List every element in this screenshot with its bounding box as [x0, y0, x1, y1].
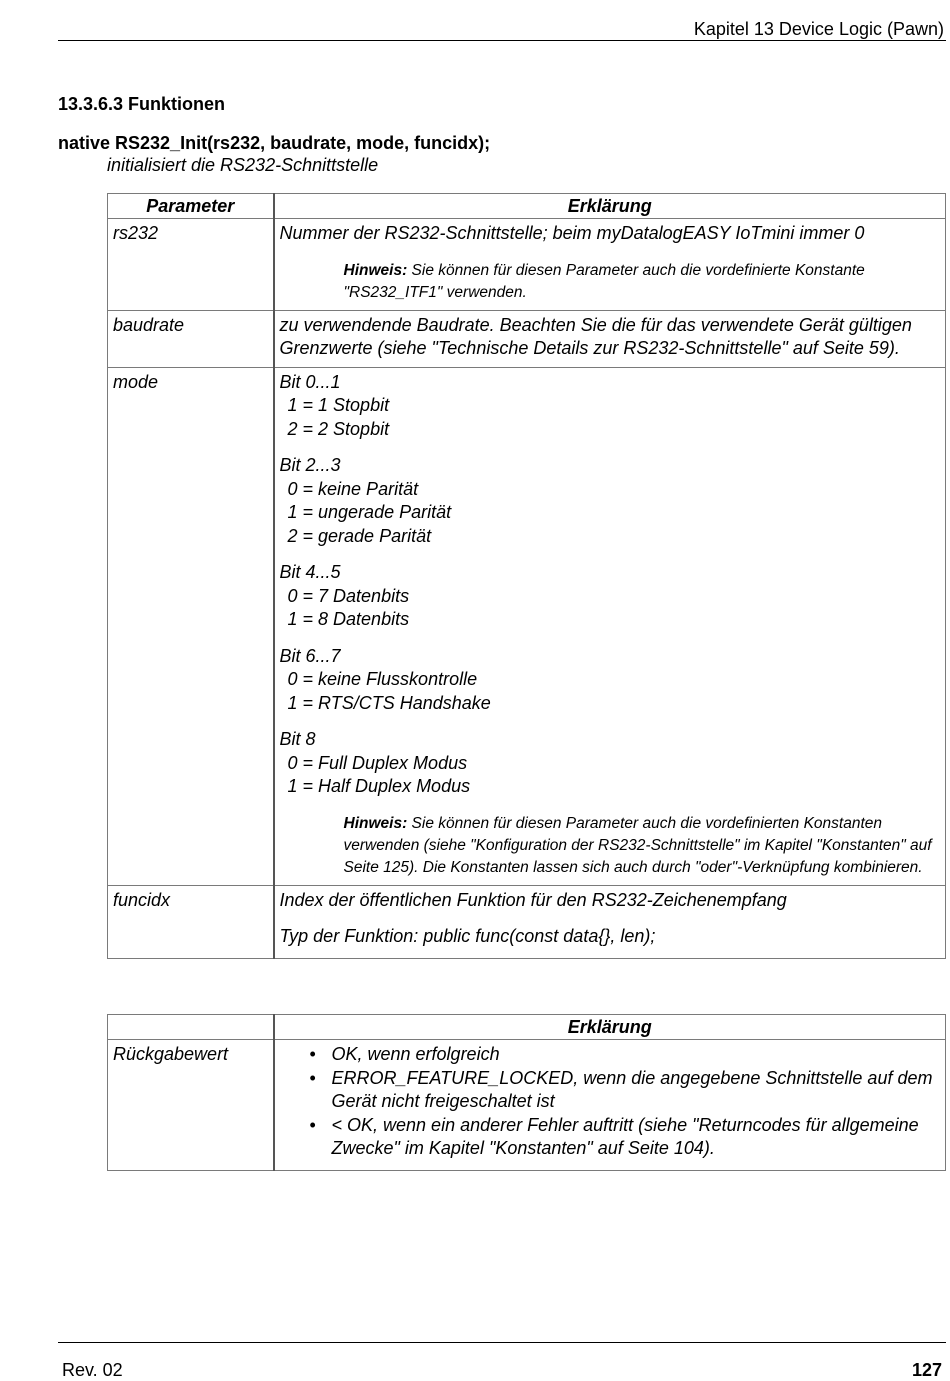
bit-value: 1 = Half Duplex Modus [287, 776, 471, 796]
note [344, 813, 940, 879]
return-label: Rückgabewert [113, 1044, 229, 1064]
bullet-icon: • [309, 1067, 316, 1088]
list-item: • ERROR_FEATURE_LOCKED, wenn die angegebene Schnittstelle auf dem Gerät nicht freigeschaltet ist [309, 1067, 933, 1111]
bit-group [280, 561, 940, 632]
note-text: Sie können für diesen Parameter auch die vordefinierte Konstante "RS232_ITF1" verwenden. [343, 261, 865, 301]
param-name: mode [113, 371, 159, 392]
param-explanation: Index der öffentlichen Funktion für den RS232-Zeichenempfang [279, 889, 787, 910]
column-header-empty [108, 1015, 274, 1040]
parameter-table [107, 193, 946, 959]
table-row [108, 310, 946, 367]
note-label: Hinweis: [343, 261, 408, 279]
bullet-icon: • [309, 1044, 316, 1064]
bit-value: 1 = 1 Stopbit [287, 395, 390, 415]
note-label: Hinweis: [343, 814, 408, 832]
footer-revision: Rev. 02 [62, 1360, 123, 1380]
table-header-row [108, 194, 946, 219]
table-row [108, 367, 946, 885]
bit-group-title: Bit 4...5 [279, 562, 341, 582]
function-signature: native RS232_Init(rs232, baudrate, mode, funcidx); [58, 133, 491, 153]
param-explanation: Nummer der RS232-Schnittstelle; beim myDatalogEASY IoTmini immer 0 [279, 223, 865, 243]
bit-group-title: Bit 6...7 [279, 645, 341, 666]
return-value-list [280, 1043, 940, 1161]
param-explanation: zu verwendende Baudrate. Beachten Sie die für das verwendete Gerät gültigen Grenzwerte (siehe "Technische Details zur RS232-Schnittstelle" auf Seite 59). [279, 314, 912, 358]
function-description: initialisiert die RS232-Schnittstelle [107, 155, 379, 175]
param-name: baudrate [113, 314, 185, 335]
bit-value: 0 = 7 Datenbits [287, 585, 410, 606]
footer-rule [58, 1342, 946, 1343]
page-header-title: Kapitel 13 Device Logic (Pawn) [693, 19, 944, 39]
bit-value: 1 = RTS/CTS Handshake [287, 692, 491, 713]
bit-group [280, 454, 940, 548]
section-heading: 13.3.6.3 Funktionen [58, 94, 226, 114]
table-row [108, 1040, 946, 1171]
bit-value: 0 = keine Flusskontrolle [287, 669, 478, 689]
note [344, 260, 940, 304]
param-name: rs232 [113, 223, 159, 243]
list-item: • < OK, wenn ein anderer Fehler auftritt (siehe "Returncodes für allgemeine Zwecke" im Kapitel "Konstanten" auf Seite 104). [309, 1114, 919, 1158]
bit-group [280, 728, 940, 799]
bit-group-title: Bit 2...3 [279, 455, 341, 475]
bit-value: 0 = keine Parität [287, 478, 419, 499]
column-header-erklaerung: Erklärung [274, 1015, 946, 1040]
table-row [108, 885, 946, 958]
param-explanation-type: Typ der Funktion: public func(const data{}, len); [279, 926, 656, 946]
bit-value: 2 = gerade Parität [287, 525, 432, 546]
bit-group [280, 371, 940, 442]
table-header-row [108, 1015, 946, 1040]
bullet-icon: • [309, 1114, 316, 1135]
bit-value: 2 = 2 Stopbit [287, 418, 390, 439]
column-header-parameter: Parameter [108, 194, 274, 219]
bit-group-title: Bit 0...1 [279, 371, 341, 392]
header-rule [58, 40, 946, 41]
bit-value: 1 = 8 Datenbits [287, 609, 410, 629]
bit-group-title: Bit 8 [279, 729, 316, 749]
list-item: • OK, wenn erfolgreich [332, 1043, 940, 1067]
return-table [107, 1014, 946, 1171]
table-row [108, 219, 946, 311]
bit-value: 1 = ungerade Parität [287, 502, 452, 522]
param-name: funcidx [113, 889, 171, 910]
footer-page-number: 127 [911, 1360, 942, 1380]
column-header-erklaerung: Erklärung [274, 194, 946, 219]
bit-value: 0 = Full Duplex Modus [287, 752, 468, 773]
bit-group [280, 645, 940, 716]
note-text: Sie können für diesen Parameter auch die vordefinierten Konstanten verwenden (siehe "Konfiguration der RS232-Schnittstelle" im Kapitel "Konstanten" auf Seite 125). Die Konstanten lassen sich auch durch "oder"-Verknüpfung kombinieren. [343, 814, 932, 876]
